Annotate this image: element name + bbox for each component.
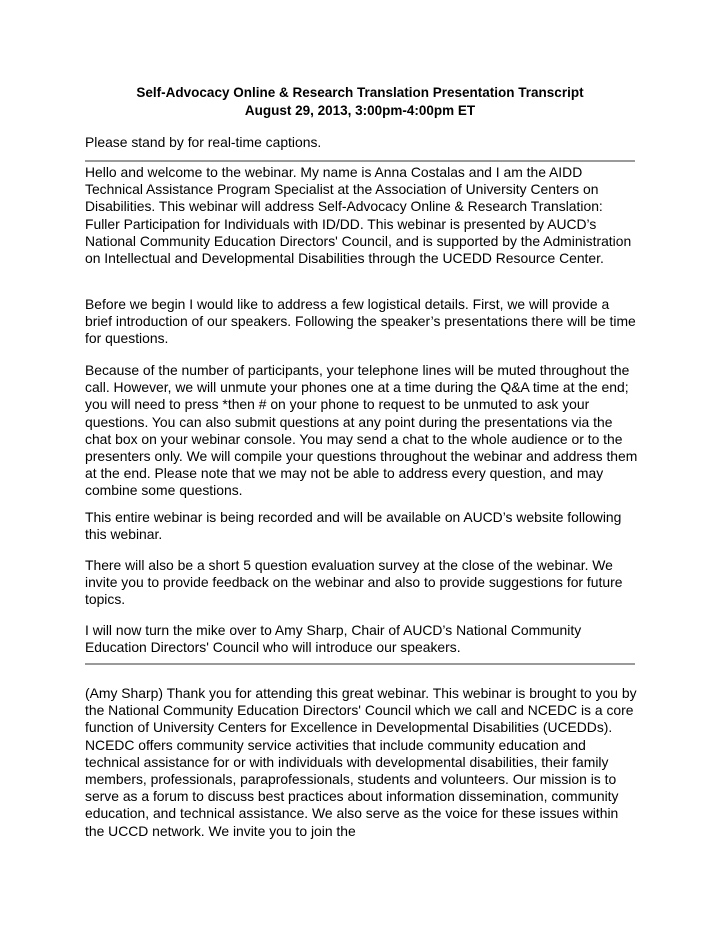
section-divider	[85, 663, 635, 665]
paragraph-amy-sharp: (Amy Sharp) Thank you for attending this great webinar. This webinar is brought to you by the National Community Education Directors' Council which we call and NCEDC is a core function of University Centers for Excellence in Developmental Disabilities (UCEDDs). NCEDC offers community service activities that include community education and technical assistance for or with individuals with developmental disabilities, their family members, professionals, paraprofessionals, students and volunteers. Our mission is to serve as a forum to discuss best practices about information dissemination, community education, and technical assistance. We also serve as the voice for these issues within the UCCD network. We invite you to join the	[85, 685, 637, 839]
paragraph-logistics: Before we begin I would like to address a few logistical details. First, we will provide a brief introduction of our speakers. Following the speaker’s presentations there will be time for questions.	[85, 296, 636, 347]
paragraph-survey: There will also be a short 5 question evaluation survey at the close of the webinar. We invite you to provide feedback on the webinar and also to provide suggestions for future topics.	[85, 557, 623, 608]
document-title: Self-Advocacy Online & Research Translation Presentation Transcript	[136, 85, 584, 100]
paragraph-recording: This entire webinar is being recorded and will be available on AUCD’s website following this webinar.	[85, 509, 622, 543]
section-divider	[85, 160, 635, 162]
standby-notice: Please stand by for real-time captions.	[85, 134, 322, 150]
paragraph-welcome: Hello and welcome to the webinar. My name is Anna Costalas and I am the AIDD Technical Assistance Program Specialist at the Association of University Centers on Disabilities. This webinar will address Self-Advocacy Online & Research Translation: Fuller Participation for Individuals with ID/DD. This webinar is presented by AUCD’s National Community Education Directors' Council, and is supported by the Administration on Intellectual and Developmental Disabilities through the UCEDD Resource Center.	[85, 164, 632, 267]
paragraph-muting: Because of the number of participants, your telephone lines will be muted throughout the call. However, we will unmute your phones one at a time during the Q&A time at the end; you will need to press *then # on your phone to request to be unmuted to ask your questions. You can also submit questions at any point during the presentations via the chat box on your webinar console. You may send a chat to the whole audience or to the presenters only. We will compile your questions throughout the webinar and address them at the end. Please note that we may not be able to address every question, and may combine some questions.	[85, 362, 638, 499]
paragraph-handoff: I will now turn the mike over to Amy Sharp, Chair of AUCD’s National Community Education Directors' Council who will introduce our speakers.	[85, 622, 582, 656]
document-date: August 29, 2013, 3:00pm-4:00pm ET	[244, 103, 476, 118]
